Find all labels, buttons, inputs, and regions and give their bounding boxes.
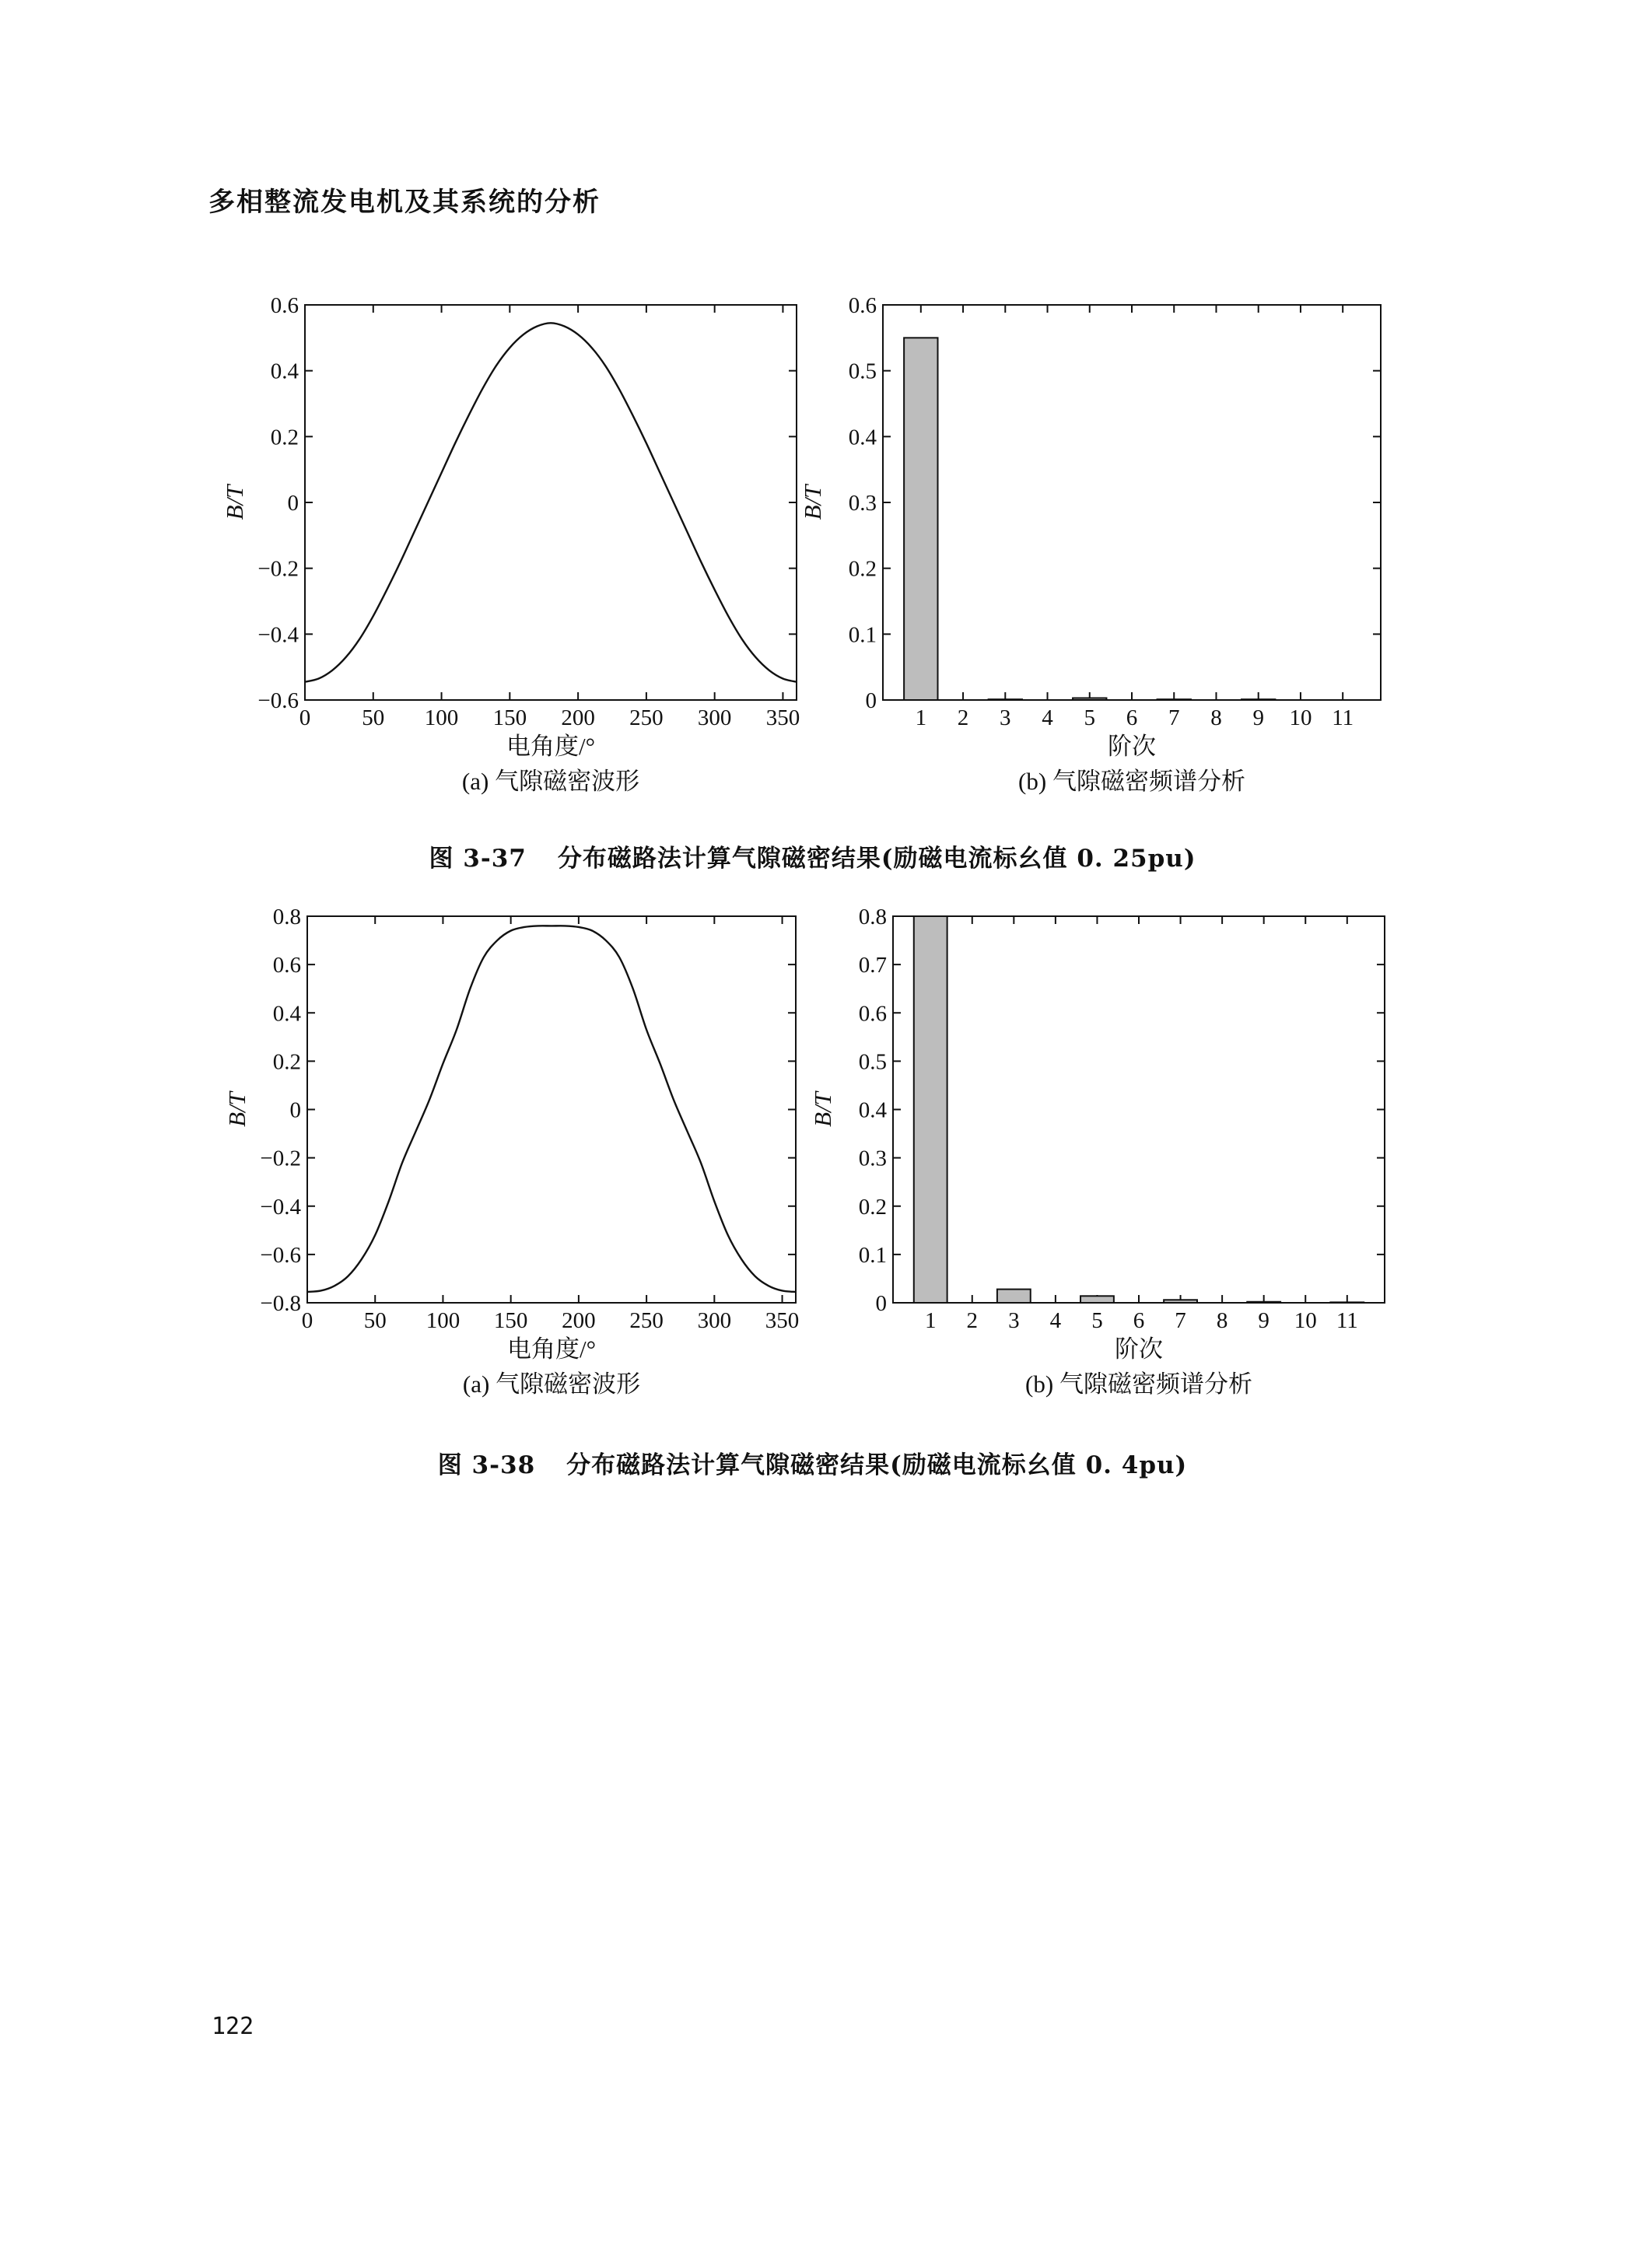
x-tick-label: 5 <box>1084 705 1096 730</box>
x-tick-label: 6 <box>1126 705 1138 730</box>
y-tick-label: 0.7 <box>858 953 887 978</box>
spectrum-bar <box>997 1290 1031 1303</box>
y-tick-label: 0.5 <box>858 1049 887 1075</box>
x-tick-label: 200 <box>561 705 595 730</box>
plot-frame <box>893 916 1385 1303</box>
y-tick-label: 0.3 <box>858 1146 887 1171</box>
x-axis-title: 电角度/° <box>506 1335 597 1363</box>
y-tick-label: 0.6 <box>858 1001 887 1027</box>
x-tick-label: 3 <box>1008 1308 1020 1333</box>
panel-sub-caption: (a) 气隙磁密波形 <box>461 768 640 795</box>
x-tick-label: 50 <box>363 1308 387 1333</box>
spectrum-bar <box>1164 1300 1197 1303</box>
x-tick-label: 7 <box>1168 705 1180 730</box>
figure-number: 图 3-38 <box>437 1451 536 1479</box>
panel-sub-caption: (a) 气隙磁密波形 <box>462 1370 641 1398</box>
y-tick-label: 0.2 <box>270 425 299 450</box>
x-tick-label: 150 <box>493 1308 528 1333</box>
y-tick-label: 0.4 <box>270 359 299 384</box>
running-head: 多相整流发电机及其系统的分析 <box>208 187 601 218</box>
x-tick-label: 0 <box>301 1308 313 1333</box>
x-tick-label: 350 <box>765 705 800 730</box>
x-tick-label: 1 <box>915 705 927 730</box>
x-tick-label: 250 <box>629 705 664 730</box>
y-tick-label: 0 <box>875 1291 887 1316</box>
y-tick-label: 0.6 <box>848 293 877 318</box>
y-tick-label: 0.5 <box>848 359 877 384</box>
x-tick-label: 50 <box>362 705 385 730</box>
y-axis-title: B/T <box>809 1092 836 1127</box>
x-tick-label: 2 <box>966 1308 979 1333</box>
x-tick-label: 5 <box>1091 1308 1103 1333</box>
panel-sub-caption: (b) 气隙磁密频谱分析 <box>1025 1370 1252 1398</box>
y-tick-label: 0.4 <box>272 1001 301 1027</box>
figure-number: 图 3-37 <box>429 845 527 873</box>
y-tick-label: 0.4 <box>848 425 877 450</box>
y-tick-label: 0.1 <box>848 622 877 648</box>
figure-caption-text: 分布磁路法计算气隙磁密结果(励磁电流标幺值 0. 4pu) <box>566 1451 1188 1479</box>
x-tick-label: 100 <box>424 705 459 730</box>
x-tick-label: 7 <box>1175 1308 1186 1333</box>
y-axis-title: B/T <box>221 485 248 520</box>
y-tick-label: 0.2 <box>848 556 877 582</box>
x-tick-label: 10 <box>1289 705 1312 730</box>
figure-3-38-caption <box>0 1445 1625 1480</box>
y-tick-label: −0.6 <box>257 688 299 713</box>
x-tick-label: 9 <box>1258 1308 1270 1333</box>
y-tick-label: −0.8 <box>260 1291 301 1316</box>
y-tick-label: −0.6 <box>260 1242 301 1268</box>
x-tick-label: 250 <box>629 1308 664 1333</box>
x-tick-label: 2 <box>957 705 969 730</box>
x-tick-label: 300 <box>697 705 732 730</box>
y-axis-title: B/T <box>223 1092 250 1127</box>
page-number: 122 <box>212 2013 254 2040</box>
y-tick-label: −0.2 <box>260 1146 301 1171</box>
x-axis-title: 阶次 <box>1108 733 1156 760</box>
x-tick-label: 350 <box>765 1308 800 1333</box>
x-tick-label: 150 <box>492 705 527 730</box>
x-tick-label: 11 <box>1336 1308 1358 1333</box>
x-tick-label: 0 <box>299 705 311 730</box>
x-tick-label: 9 <box>1252 705 1264 730</box>
x-tick-label: 11 <box>1332 705 1354 730</box>
y-tick-label: 0.6 <box>270 293 299 318</box>
y-tick-label: 0.3 <box>848 491 877 516</box>
y-tick-label: 0 <box>287 491 299 516</box>
y-tick-label: −0.4 <box>257 622 299 648</box>
x-tick-label: 4 <box>1042 705 1053 730</box>
y-tick-label: 0.4 <box>858 1097 887 1123</box>
x-tick-label: 10 <box>1294 1308 1317 1333</box>
y-tick-label: 0.2 <box>858 1194 887 1220</box>
y-axis-title: B/T <box>799 485 826 520</box>
y-tick-label: 0.1 <box>858 1242 887 1268</box>
x-tick-label: 6 <box>1133 1308 1145 1333</box>
x-tick-label: 200 <box>562 1308 596 1333</box>
x-tick-label: 4 <box>1049 1308 1062 1333</box>
x-tick-label: 300 <box>697 1308 732 1333</box>
y-tick-label: −0.4 <box>260 1194 301 1220</box>
panel-sub-caption: (b) 气隙磁密频谱分析 <box>1018 768 1245 795</box>
y-tick-label: 0.8 <box>272 905 301 929</box>
y-tick-label: −0.2 <box>257 556 299 582</box>
x-axis-title: 阶次 <box>1115 1335 1163 1363</box>
y-tick-label: 0 <box>289 1097 301 1123</box>
spectrum-bar <box>1080 1296 1114 1303</box>
x-tick-label: 3 <box>1000 705 1011 730</box>
x-axis-title: 电角度/° <box>506 733 596 760</box>
spectrum-bar <box>914 916 947 1303</box>
x-tick-label: 8 <box>1216 1308 1228 1333</box>
spectrum-bar <box>1247 1302 1280 1303</box>
y-tick-label: 0.2 <box>272 1049 301 1075</box>
y-tick-label: 0.8 <box>858 905 887 929</box>
y-tick-label: 0.6 <box>272 953 301 978</box>
spectrum-bar <box>1330 1302 1364 1303</box>
x-tick-label: 100 <box>426 1308 461 1333</box>
figure-caption-text: 分布磁路法计算气隙磁密结果(励磁电流标幺值 0. 25pu) <box>557 845 1196 873</box>
y-tick-label: 0 <box>865 688 877 713</box>
x-tick-label: 8 <box>1210 705 1222 730</box>
x-tick-label: 1 <box>924 1308 937 1333</box>
